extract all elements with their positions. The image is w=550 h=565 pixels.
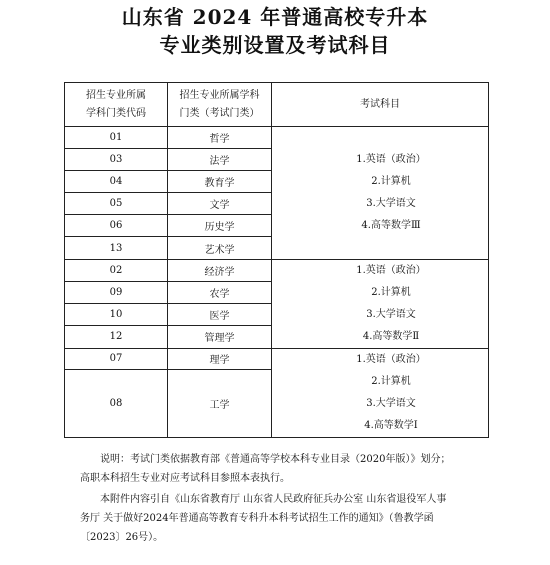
table-row (65, 348, 489, 369)
cell-category: 艺术学 (168, 237, 272, 259)
exam-item: 2.计算机 (371, 375, 411, 387)
note-line: 本附件内容引自《山东省教育厅 山东省人民政府征兵办公室 山东省退役军人事 (100, 494, 447, 505)
exam-item: 1.英语（政治） (356, 153, 426, 165)
table-row (65, 259, 489, 281)
cell-category: 工学 (168, 369, 272, 437)
exam-subjects-group-2 (272, 259, 489, 348)
table-header-row (65, 83, 489, 127)
cell-code: 07 (65, 348, 168, 369)
exam-item: 4.高等数学Ⅲ (361, 219, 421, 231)
exam-item: 1.英语（政治） (356, 264, 426, 276)
exam-item: 3.大学语文 (366, 397, 416, 409)
cell-category: 法学 (168, 149, 272, 171)
cell-category: 医学 (168, 304, 272, 326)
cell-category: 教育学 (168, 171, 272, 193)
cell-category: 管理学 (168, 326, 272, 348)
cell-category: 农学 (168, 281, 272, 303)
cell-code: 08 (65, 369, 168, 437)
cell-code: 10 (65, 304, 168, 326)
note-line: 务厅 关于做好2024年普通高等教育专科升本科考试招生工作的通知》（鲁教学函 (80, 513, 434, 524)
note-line: 〔2023〕26号）。 (80, 532, 164, 543)
header-exam: 考试科目 (272, 83, 489, 127)
document-title-line1: 山东省 2024 年普通高校专升本 (121, 5, 429, 29)
cell-category: 历史学 (168, 215, 272, 237)
cell-code: 01 (65, 127, 168, 149)
cell-code: 03 (65, 149, 168, 171)
cell-code: 05 (65, 193, 168, 215)
cell-code: 12 (65, 326, 168, 348)
exam-item: 1.英语（政治） (356, 353, 426, 365)
note-paragraph-1 (80, 450, 490, 488)
exam-item: 3.大学语文 (366, 197, 416, 209)
note-line: 高职本科招生专业对应考试科目参照本表执行。 (80, 473, 290, 484)
cell-code: 09 (65, 281, 168, 303)
exam-subjects-group-3 (272, 348, 489, 437)
cell-category: 理学 (168, 348, 272, 369)
exam-subjects-group-1 (272, 127, 489, 260)
exam-item: 4.高等数学Ⅰ (364, 419, 418, 431)
exam-item: 2.计算机 (371, 175, 411, 187)
header-category: 招生专业所属学科 门类（考试门类） (168, 83, 272, 127)
cell-code: 02 (65, 259, 168, 281)
cell-code: 13 (65, 237, 168, 259)
header-code: 招生专业所属 学科门类代码 (65, 83, 168, 127)
cell-code: 04 (65, 171, 168, 193)
cell-category: 经济学 (168, 259, 272, 281)
exam-item: 4.高等数学Ⅱ (362, 330, 420, 342)
exam-item: 2.计算机 (371, 286, 411, 298)
cell-category: 哲学 (168, 127, 272, 149)
document-title-line2: 专业类别设置及考试科目 (159, 33, 391, 57)
note-line: 说明：考试门类依据教育部《普通高等学校本科专业目录（2020年版）》划分； (100, 454, 451, 465)
exam-item: 3.大学语文 (366, 308, 416, 320)
cell-category: 文学 (168, 193, 272, 215)
table-row (65, 127, 489, 149)
note-paragraph-2 (80, 490, 490, 547)
cell-code: 06 (65, 215, 168, 237)
subject-table (64, 82, 489, 438)
